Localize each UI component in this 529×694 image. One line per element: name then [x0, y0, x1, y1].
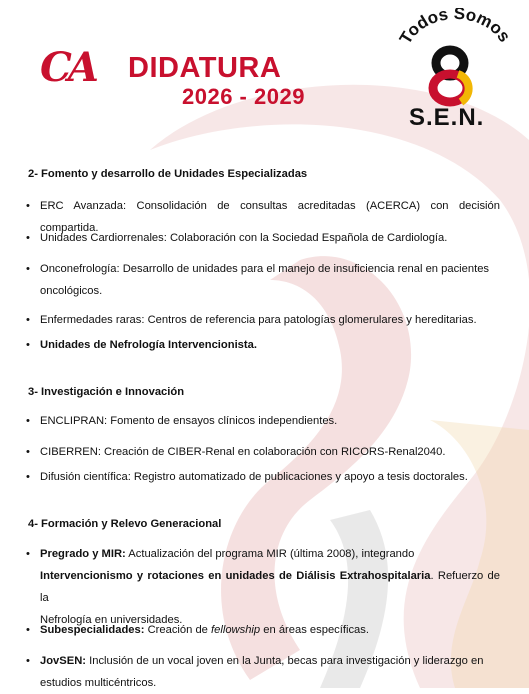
- bullet-icon: •: [26, 339, 30, 351]
- list-item: [26, 650, 500, 694]
- item-text-continued: . Refuerzo de la: [40, 570, 500, 604]
- candidatura-prefix: CA: [40, 44, 95, 91]
- sen-name: S.E.N.: [409, 104, 485, 131]
- item-label: Unidades Cardiorrenales: [40, 232, 164, 244]
- item-text: Actualización del programa MIR (última 2008), integrando: [125, 548, 415, 560]
- item-text-after: en áreas específicas.: [260, 624, 369, 636]
- list-item: [26, 258, 500, 302]
- list-item: [26, 410, 500, 432]
- item-text: : Centros de referencia para patologías glomerulares y hereditarias.: [141, 314, 477, 326]
- item-label: JovSEN:: [40, 655, 87, 667]
- candidatura-word: DIDATURA: [128, 52, 282, 84]
- list-item: [26, 227, 500, 249]
- item-text-end: Nefrología en universidades.: [40, 614, 183, 626]
- list-item: [26, 543, 500, 631]
- bullet-icon: •: [26, 471, 30, 483]
- item-label: Enfermedades raras: [40, 314, 142, 326]
- bullet-icon: •: [26, 415, 30, 427]
- bullet-icon: •: [26, 655, 30, 667]
- item-label: Unidades de Nefrología Intervencionista.: [40, 339, 257, 351]
- item-label: Pregrado y MIR:: [40, 548, 126, 560]
- item-text: : Consolidación de consultas acreditadas (ACERCA) con decisión compartida.: [40, 200, 500, 234]
- list-item: [26, 334, 500, 356]
- item-text: Creación de: [144, 624, 212, 636]
- list-item: [26, 309, 500, 331]
- sen-slogan: Todos Somos: [395, 8, 515, 48]
- item-italic-text: fellowship: [211, 624, 261, 636]
- section-heading: 4- Formación y Relevo Generacional: [28, 518, 222, 530]
- item-text: : Colaboración con la Sociedad Española de Cardiología.: [163, 232, 448, 244]
- item-text: Inclusión de un vocal joven en la Junta, becas para investigación y liderazgo en: [86, 655, 484, 667]
- section-heading: 3- Investigación e Innovación: [28, 386, 185, 398]
- list-item: [26, 466, 500, 488]
- item-label: Onconefrología: [40, 263, 117, 275]
- item-label: CIBERREN: [40, 446, 98, 458]
- bullet-icon: •: [26, 446, 30, 458]
- list-item: [26, 619, 500, 641]
- bullet-icon: •: [26, 624, 30, 636]
- item-label: Difusión científica: [40, 471, 128, 483]
- bullet-icon: •: [26, 314, 30, 326]
- item-text: : Registro automatizado de publicaciones y apoyo a tesis doctorales.: [127, 471, 468, 483]
- item-bold-text: Intervencionismo y rotaciones en unidades de Diálisis Extrahospitalaria: [40, 570, 431, 582]
- item-label: ENCLIPRAN: [40, 415, 105, 427]
- item-text-continued: estudios multicéntricos.: [40, 677, 157, 689]
- item-text: : Fomento de ensayos clínicos independientes.: [104, 415, 338, 427]
- bullet-icon: •: [26, 548, 30, 560]
- item-text: : Creación de CIBER-Renal en colaboración con RICORS-Renal2040.: [97, 446, 446, 458]
- bullet-icon: •: [26, 263, 30, 275]
- candidatura-years: 2026 - 2029: [182, 84, 305, 109]
- section-heading: 2- Fomento y desarrollo de Unidades Especializadas: [28, 168, 308, 180]
- item-text: : Desarrollo de unidades para el manejo de insuficiencia renal en pacientes: [116, 263, 490, 275]
- item-label: ERC Avanzada: [40, 200, 123, 212]
- item-label: Subespecialidades:: [40, 624, 145, 636]
- item-text-continued: oncológicos.: [40, 285, 103, 297]
- list-item: [26, 441, 500, 463]
- bullet-icon: •: [26, 200, 30, 212]
- bullet-icon: •: [26, 232, 30, 244]
